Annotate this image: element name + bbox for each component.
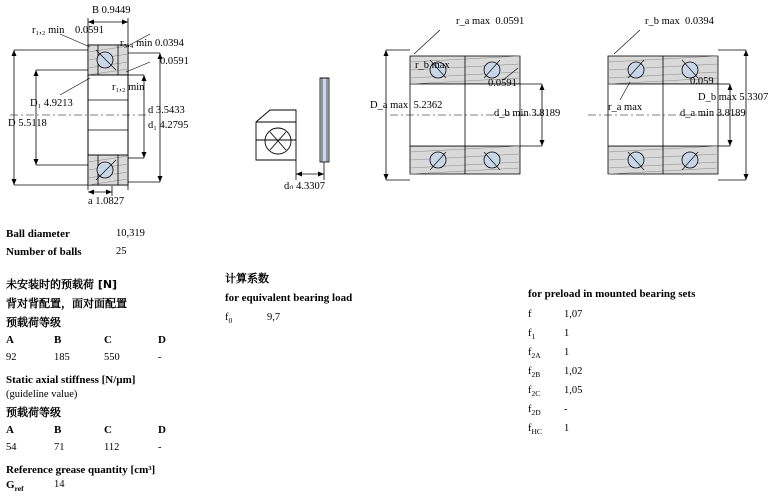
drawing-face-to-face-pair (570, 16, 775, 196)
preload2-h-C: C (104, 424, 112, 436)
dim-r34min-label: r₃,₄ min 0.0394 (120, 38, 184, 49)
dim-B-label: B 0.9449 (92, 5, 131, 16)
f2C-row (528, 385, 778, 404)
preload1-v-D: - (158, 352, 162, 363)
preload-table-2-row (6, 442, 221, 464)
preload2-h-B: B (54, 424, 62, 436)
fHC-row (528, 423, 778, 442)
f2A-value: 1 (564, 347, 570, 358)
preload2-v-A: 54 (6, 442, 17, 453)
left-data-column (6, 228, 221, 497)
f2C-label: $f_{2C}$ (528, 385, 541, 399)
preload1-h-A: A (6, 334, 14, 346)
dim-dn: dₙ 4.3307 (284, 181, 325, 192)
grease-label: $G_{ref}$ (6, 479, 24, 494)
f2A-label: $f_{2A}$ (528, 347, 541, 361)
preload2-h-D: D (158, 424, 166, 436)
f1-row (528, 328, 778, 347)
preload2-h-A: A (6, 424, 14, 436)
ball-diameter-value: 10,319 (116, 228, 145, 239)
preload1-v-A: 92 (6, 352, 17, 363)
number-of-balls-label: Number of balls (6, 246, 82, 258)
equivalent-load-heading: for equivalent bearing load (225, 292, 353, 304)
preload-mounted-heading: for preload in mounted bearing sets (528, 288, 696, 300)
dim-rbmax-bb-value: 0.0591 (488, 78, 517, 89)
dim-r12min-value: 0.0591 (75, 25, 104, 36)
dim-ramax-ff: r_a max (608, 102, 643, 113)
stiffness-note: (guideline value) (6, 389, 78, 400)
stiffness-heading: Static axial stiffness [N/µm] (6, 374, 136, 386)
dim-r12min2-label: r₁,₂ min (112, 82, 145, 93)
drawing-main-cross-section (0, 0, 240, 215)
dim-Dbmax: D_b max 5.3307 (698, 92, 769, 103)
dim-ramax-bb: r_a max 0.0591 (456, 16, 525, 27)
preload1-h-B: B (54, 334, 62, 346)
dim-D: D 5.5118 (8, 118, 47, 129)
preload2-v-B: 71 (54, 442, 65, 453)
dim-rbmax-ff: r_b max 0.0394 (645, 16, 714, 27)
preload1-v-B: 185 (54, 352, 70, 363)
f2B-label: $f_{2B}$ (528, 366, 541, 380)
face-to-face-graphic (570, 16, 775, 196)
calc-factor-heading-cn: 计算系数 (225, 272, 269, 285)
fHC-value: 1 (564, 423, 570, 434)
f1-value: 1 (564, 328, 570, 339)
preload-table-1-header (6, 334, 221, 352)
f2C-value: 1,05 (564, 385, 583, 396)
drawing-back-to-back-pair (370, 16, 570, 196)
f2D-value: - (564, 404, 568, 415)
dim-rbmax-bb: r_b max (415, 60, 450, 71)
grease-heading: Reference grease quantity [cm³] (6, 464, 156, 476)
grease-value: 14 (54, 479, 65, 490)
f-value: 1,07 (564, 309, 583, 320)
dim-d: d 3.5433 (148, 105, 185, 116)
dim-a: a 1.0827 (88, 196, 125, 207)
preload-heading-cn: 未安装时的预载荷 [N] (6, 278, 118, 291)
dim-r12min2-value: 0.0591 (160, 56, 189, 67)
middle-data-column (225, 270, 515, 330)
preload2-v-C: 112 (104, 442, 120, 453)
preload1-h-C: C (104, 334, 112, 346)
preload2-v-D: - (158, 442, 162, 453)
f2A-row (528, 347, 778, 366)
preload-class-cn-1: 预载荷等级 (6, 316, 61, 329)
preload1-v-C: 550 (104, 352, 120, 363)
dim-Damax: D_a max 5.2362 (370, 100, 443, 111)
f-row (528, 309, 778, 328)
drawing-bearing-side-view (236, 40, 346, 215)
preload-table-2-header (6, 424, 221, 442)
f0-label: $f_0$ (225, 312, 233, 326)
f2B-row (528, 366, 778, 385)
dim-d1: d₁ 4.2795 (148, 120, 189, 131)
preload-class-cn-2: 预载荷等级 (6, 406, 61, 419)
preload-table-1-row (6, 352, 221, 374)
number-of-balls-value: 25 (116, 246, 127, 257)
dim-dbmin: d_b min 3.8189 (494, 108, 561, 119)
f0-row (225, 312, 515, 330)
dim-D1: D₁ 4.9213 (30, 98, 73, 109)
f2D-row (528, 404, 778, 423)
preload1-h-D: D (158, 334, 166, 346)
right-data-column (528, 288, 778, 442)
f-label: f (528, 309, 532, 320)
ball-diameter-label: Ball diameter (6, 228, 70, 240)
arrangement-cn: 背对背配置，面对面配置 (6, 297, 127, 310)
dim-r12min-label: r₁,₂ min (32, 25, 65, 36)
fHC-label: $f_{HC}$ (528, 423, 542, 437)
f2B-value: 1,02 (564, 366, 583, 377)
dim-damin: d_a min 3.8189 (680, 108, 746, 119)
f1-label: $f_1$ (528, 328, 536, 342)
f2D-label: $f_{2D}$ (528, 404, 541, 418)
dim-ramax-ff-value: 0.059 (690, 76, 714, 87)
f0-value: 9,7 (267, 312, 281, 323)
